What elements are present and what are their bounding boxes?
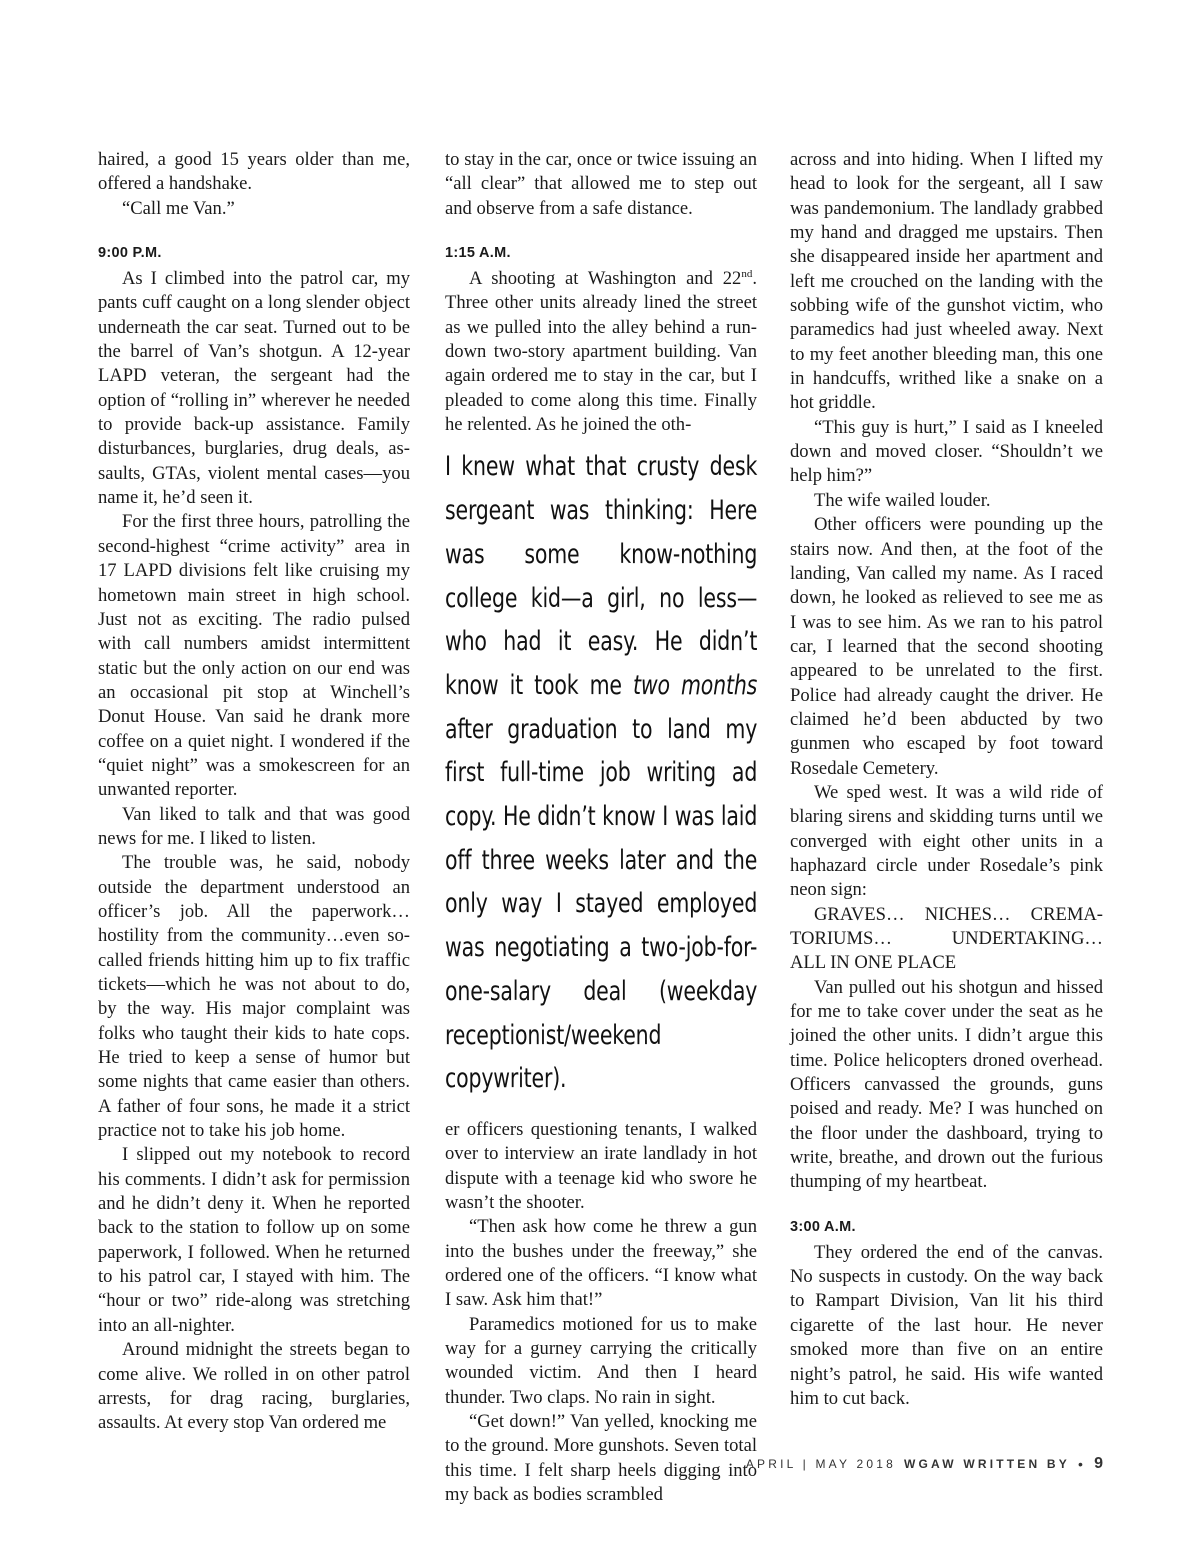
paragraph: across and into hiding. When I lifted my head to look for the sergeant, all I saw was pandemonium. The landlady grabbed my hand and dragged me upstairs. Then she disappeared inside her apartment and left me crouched on the landing with the sobbing wife of the gunshot victim, who paramedics had just wheeled away. Next to my feet another bleeding man, this one in handcuffs, writhed like a snake on a hot griddle. xyxy=(790,149,1103,414)
paragraph: I slipped out my notebook to record his comments. I didn’t ask for permission and he didn’t deny it. When he reported back to the station to follow up on some paperwork, I followed. When he returned to his patrol car, I stayed with him. The “hour or two” ride-along was stretching into an all-nighter. xyxy=(98,1144,410,1336)
column-1 xyxy=(98,148,410,1436)
paragraph: The trouble was, he said, nobody outside the department understood an officer’s job. All the paperwork… hostility from the community…even so-called friends hitting him up to fix traffic tickets—which he was not about to do, by the way. His major complaint was folks who taught their kids to hate cops. He tried to keep a sense of humor but some nights that came easier than others. A father of four sons, he made it a strict practice not to take his job home. xyxy=(98,852,410,1142)
paragraph: Other officers were pounding up the stairs now. And then, at the foot of the landing, Van called my name. As I raced down, he looked as relieved to see me as I was to see him. As we ran to his patrol car, I learned that the second shooting appeared to be unrelated to the first. Police had already caught the driver. He claimed he’d been abducted by two gunmen who escaped by foot toward Rosedale Cemetery. xyxy=(790,514,1103,779)
paragraph: As I climbed into the patrol car, my pants cuff caught on a long slender object underneath the car seat. Turned out to be the barrel of Van’s shotgun. A 12-year LAPD veteran, the sergeant had the option of “rolling in” wherever he needed to provide back-up assistance. Family disturbances, burglaries, drug deals, assaults, GTAs, violent mental cases—you name it, he’d seen it. xyxy=(98,268,410,509)
superscript: nd xyxy=(741,267,753,280)
bullet-separator: • xyxy=(1077,1456,1087,1472)
paragraph: Paramedics motioned for us to make way for a gurney carrying the critically wounded victim. And then I heard thunder. Two claps. No rain in sight. xyxy=(445,1313,757,1408)
publication-name: WGAW WRITTEN BY xyxy=(904,1457,1070,1471)
paragraph: haired, a good 15 years older than me, offered a handshake. xyxy=(98,149,410,195)
timestamp-heading: 9:00 P.M. xyxy=(98,245,162,262)
paragraph: For the first three hours, patrolling the second-highest “crime activity” area in 17 LAPD divisions felt like cruising my hometown main street in high school. Just not as exciting. The radio pulsed with call numbers amidst intermittent static but the only action on our end was an occasional pit stop at Winchell’s Donut House. Van said he drank more coffee on a quiet night. I wondered if the “quiet night” was a smokescreen for an unwanted reporter. xyxy=(98,511,410,801)
pull-quote-emphasis: two months xyxy=(633,669,758,701)
paragraph: Van liked to talk and that was good news for me. I liked to listen. xyxy=(98,803,410,849)
issue-date: APRIL | MAY 2018 xyxy=(745,1457,896,1471)
paragraph: Around midnight the streets began to come alive. We rolled in on other patrol arrests, for drag racing, burglaries, assaults. At every stop Van ordered me xyxy=(98,1339,410,1434)
sign-text-line: GRAVES… NICHES… CREMA- xyxy=(814,903,1103,925)
column-2 xyxy=(445,148,757,1507)
pull-quote-text: I knew what that crusty desk sergeant was thinking: Here was some know-nothing college kid—a girl, no less—who had it easy. He didn’t know it took me xyxy=(445,451,758,701)
paragraph: The wife wailed louder. xyxy=(814,489,991,511)
paragraph: er officers questioning tenants, I walked over to interview an irate landlady in hot dispute with a teenage kid who swore he wasn’t the shooter. xyxy=(445,1118,757,1214)
paragraph: We sped west. It was a wild ride of blaring sirens and skidding turns until we converged with eight other units in a haphazard circle under Rosedale’s pink neon sign: xyxy=(790,781,1103,901)
paragraph: to stay in the car, once or twice issuing an “all clear” that allowed me to step out and observe from a safe distance. xyxy=(445,149,757,219)
text-run: A shooting at Washington and 22 xyxy=(469,268,742,290)
column-3 xyxy=(790,148,1103,1411)
pull-quote-text: after graduation to land my first full-time job writing ad copy. He didn’t know I was laid off three weeks later and the only way I stayed employed was negotiating a two-job-for-one-salary deal (weekday receptionist/weekend copywriter). xyxy=(445,713,758,1095)
paragraph: “Then ask how come he threw a gun into the bushes under the freeway,” she ordered one of the officers. “I know what I saw. Ask him that!” xyxy=(445,1216,757,1311)
paragraph: Van pulled out his shotgun and hissed for me to take cover under the seat as he joined the other units. I didn’t argue this time. Police helicopters droned overhead. Officers canvassed the grounds, guns poised and ready. Me? I was hunched on the floor under the dashboard, trying to write, breathe, and drown out the furious thumping of my heartbeat. xyxy=(790,976,1103,1193)
page-footer xyxy=(746,1455,1103,1473)
paragraph xyxy=(445,267,757,437)
timestamp-heading: 1:15 A.M. xyxy=(445,245,511,262)
text-run: . Three other units already lined the street as we pulled into the alley behind a rundown two-story apartment building. Van again ordered me to stay in the car, but I pleaded to come along this time. Finally he relented. As he joined the oth- xyxy=(445,268,757,436)
sign-text-line: ALL IN ONE PLACE xyxy=(790,952,957,974)
paragraph: “Call me Van.” xyxy=(122,197,235,219)
paragraph: They ordered the end of the canvas. No suspects in custody. On the way back to Rampart Division, Van lit his third cigarette of the last hour. He never smoked more than five on an entire night’s patrol, he said. His wife wanted him to cut back. xyxy=(790,1241,1103,1409)
timestamp-heading: 3:00 A.M. xyxy=(790,1218,856,1235)
page-number: 9 xyxy=(1094,1455,1103,1472)
paragraph: “Get down!” Van yelled, knocking me to the ground. More gunshots. Seven total this time. I felt sharp heels digging into my back as bodies scrambled xyxy=(445,1411,757,1506)
paragraph: “This guy is hurt,” I said as I kneeled down and moved closer. “Shouldn’t we help him?” xyxy=(790,416,1103,487)
pull-quote xyxy=(445,445,757,1101)
sign-text-line: TORIUMS… UNDERTAKING… xyxy=(790,928,1103,949)
